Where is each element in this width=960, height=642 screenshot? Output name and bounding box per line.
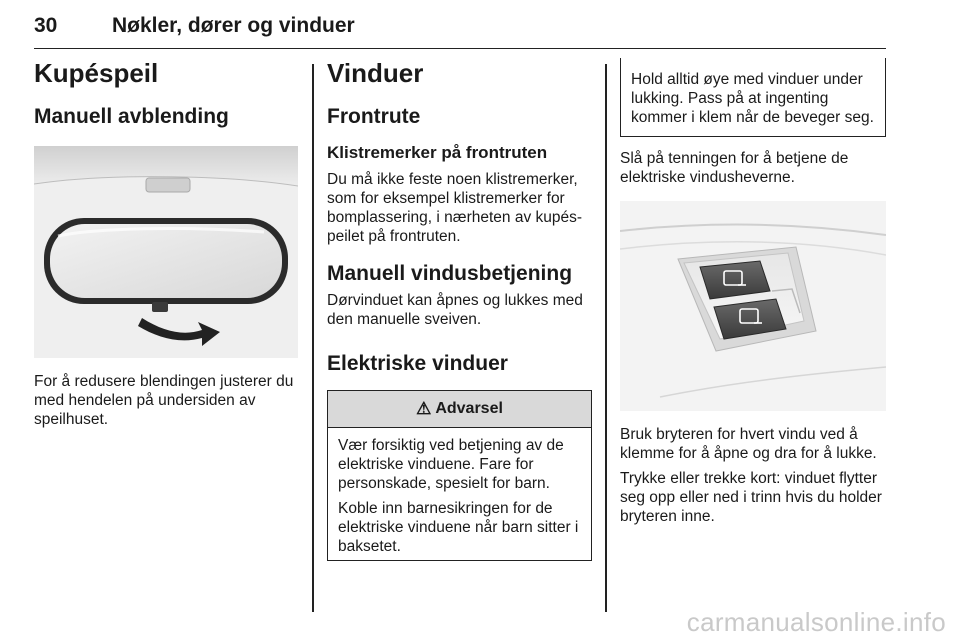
warning-paragraph-1: Vær forsiktig ved betjening av de elektriske vinduene. Fare for personskade, spesielt for barn.: [338, 437, 564, 492]
column-divider: [312, 64, 314, 612]
subsection-title-frontrute: Frontrute: [327, 105, 421, 128]
section-title-kupespeil: Kupéspeil: [34, 58, 159, 88]
page-number: 30: [34, 14, 58, 37]
heading-klistremerker: Klistremerker på frontruten: [327, 143, 548, 162]
column-3: [620, 58, 886, 526]
switch-paragraph: Bruk bryteren for hvert vindu ved å klemme for å åpne og dra for å lukke.: [620, 426, 877, 462]
window-switch-icon: [620, 201, 886, 411]
page-header: [34, 14, 886, 49]
caution-note: Hold alltid øye med vinduer under lukking. Pass på at ingenting kommer i klem når de beveger seg.: [631, 71, 874, 126]
window-switch-illustration: [620, 201, 886, 411]
caution-note-box: [620, 58, 886, 137]
warning-triangle-icon: ⚠: [416, 399, 432, 418]
warning-paragraph-2: Koble inn barnesikringen for de elektriske vinduene når barn sitter i baksetet.: [338, 500, 579, 555]
warning-body: [328, 428, 591, 560]
warning-title: Advarsel: [435, 400, 503, 417]
warning-box: [327, 390, 592, 561]
subsection-title-avblending: Manuell avblending: [34, 105, 229, 128]
manual-paragraph: Dørvinduet kan åpnes og lukkes med den manuelle sveiven.: [327, 292, 583, 328]
column-divider: [605, 64, 607, 612]
ignition-paragraph: Slå på tenningen for å betjene de elektriske vindusheverne.: [620, 150, 849, 186]
rearview-mirror-icon: [34, 146, 298, 358]
watermark: carmanualsonline.info: [686, 607, 946, 637]
rearview-mirror-illustration: [34, 146, 298, 358]
warning-title-bar: [328, 390, 591, 428]
mirror-paragraph: For å redusere blendingen justerer du med hendelen på undersiden av speilhuset.: [34, 373, 294, 428]
column-2: [327, 58, 592, 561]
column-1: [34, 58, 298, 429]
step-paragraph: Trykke eller trekke kort: vinduet flytter seg opp eller ned i trinn hvis du holder bryteren inne.: [620, 470, 882, 525]
section-title-vinduer: Vinduer: [327, 58, 424, 88]
chapter-title: Nøkler, dører og vinduer: [112, 14, 355, 37]
heading-elektriske-vinduer: Elektriske vinduer: [327, 352, 508, 375]
windshield-paragraph: Du må ikke feste noen klistremerker, som for eksempel klistremerker for bomplassering, i nærheten av kupéspeilet på frontruten.: [327, 171, 583, 245]
heading-manuell-vindusbetjening: Manuell vindusbetjening: [327, 262, 573, 285]
